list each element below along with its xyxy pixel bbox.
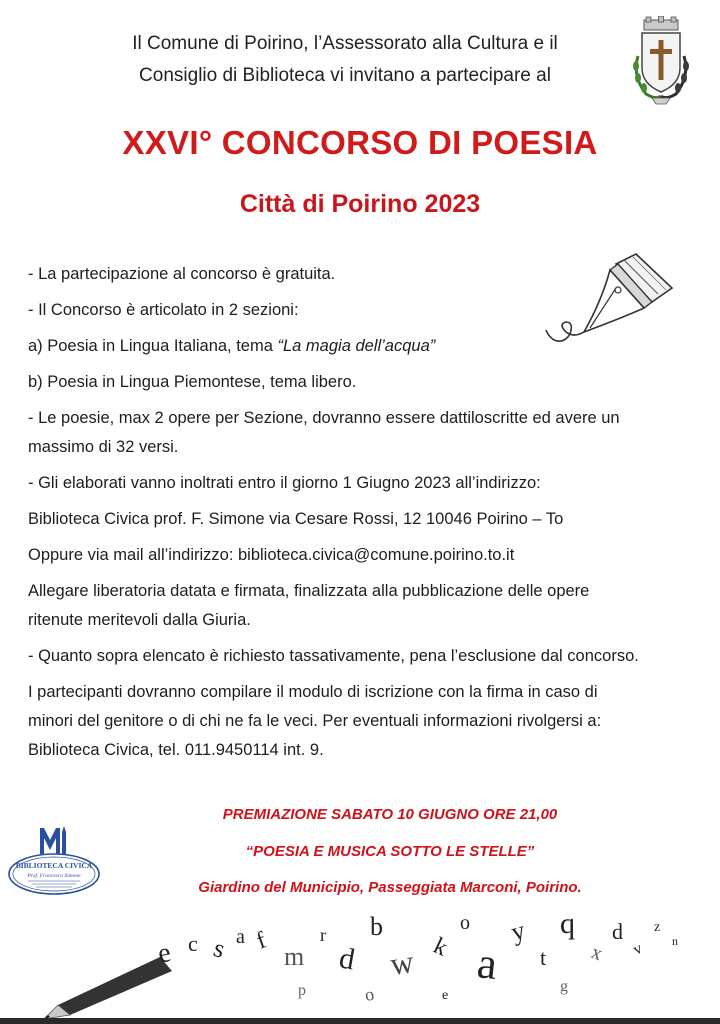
intro-text [60,28,630,92]
logo-name: BIBLIOTECA CIVICA [15,861,93,870]
regulations-text [28,260,708,765]
award-event-name: “POESIA E MUSICA SOTTO LE STELLE” [245,843,535,860]
intro-line-2: Consiglio di Biblioteca vi invitano a partecipare al [139,65,551,86]
svg-text:d: d [612,919,623,944]
rule-free-participation: - La partecipazione al concorso è gratuita. [28,265,336,283]
svg-text:w: w [387,943,416,982]
svg-text:d: d [336,941,358,977]
rule-section-a-text: a) Poesia in Lingua Italiana, tema [28,337,278,355]
pencil-letters-icon [40,905,690,1020]
rule-format [28,404,708,462]
rule-sections: - Il Concorso è articolato in 2 sezioni: [28,301,299,319]
rule-section-a [28,332,708,361]
award-date: PREMIAZIONE SABATO 10 GIUGNO ORE 21,00 [222,806,558,823]
rule-registration [28,678,708,765]
svg-text:b: b [370,912,383,941]
rule-registration-line-1: I partecipanti dovranno compilare il modulo di iscrizione con la firma in caso di [28,683,598,701]
rule-release-line-1: Allegare liberatoria datata e firmata, finalizzata alla pubblicazione delle opere [28,582,590,600]
svg-text:x: x [588,941,606,966]
award-location: Giardino del Municipio, Passeggiata Marconi, Poirino. [198,879,582,896]
library-logo-icon [6,824,102,898]
rule-section-b: b) Poesia in Lingua Piemontese, tema libero. [28,373,357,391]
rule-format-line-1: - Le poesie, max 2 opere per Sezione, dovranno essere dattiloscritte ed avere un [28,409,620,427]
svg-text:t: t [540,945,547,970]
svg-text:o: o [460,912,470,934]
svg-text:r: r [320,925,326,945]
intro-line-1: Il Comune di Poirino, l’Assessorato alla Cultura e il [132,33,558,54]
rule-release-line-2: ritenute meritevoli dalla Giuria. [28,611,251,629]
svg-text:e: e [442,988,449,1003]
svg-text:q: q [560,907,575,940]
svg-text:y: y [508,915,529,947]
svg-text:v: v [630,939,645,959]
svg-text:k: k [429,932,452,962]
rule-registration-line-2: minori del genitore o di chi ne fa le veci. Per eventuali informazioni rivolgersi a: [28,712,602,730]
rule-release [28,577,708,635]
rule-email: Oppure via mail all’indirizzo: biblioteca.civica@comune.poirino.to.it [28,546,515,564]
svg-text:e: e [155,936,174,970]
svg-text:o: o [363,983,376,1005]
page-title: XXVI° CONCORSO DI POESIA [122,124,598,161]
svg-text:g: g [560,978,568,995]
svg-text:n: n [672,934,678,948]
svg-text:a: a [474,938,500,989]
rule-registration-line-3: Biblioteca Civica, tel. 011.9450114 int. 9. [28,741,324,759]
page-subtitle: Città di Poirino 2023 [239,190,481,218]
svg-text:c: c [188,931,198,956]
rule-format-line-2: massimo di 32 versi. [28,438,179,456]
rule-address: Biblioteca Civica prof. F. Simone via Cesare Rossi, 12 10046 Poirino – To [28,510,564,528]
rule-deadline: - Gli elaborati vanno inoltrati entro il giorno 1 Giugno 2023 all’indirizzo: [28,474,541,492]
svg-text:f: f [253,927,270,955]
municipal-crest-icon [630,16,692,106]
rule-mandatory: - Quanto sopra elencato è richiesto tassativamente, pena l’esclusione dal concorso. [28,647,639,665]
rule-section-a-theme: “La magia dell’acqua” [277,337,436,355]
bottom-border [0,1018,720,1024]
svg-text:z: z [654,920,661,935]
svg-text:m: m [284,942,305,971]
svg-text:s: s [210,933,229,964]
svg-text:a: a [236,926,245,948]
logo-sub: Prof. Francesco Simone [27,873,81,879]
svg-text:p: p [298,982,306,999]
